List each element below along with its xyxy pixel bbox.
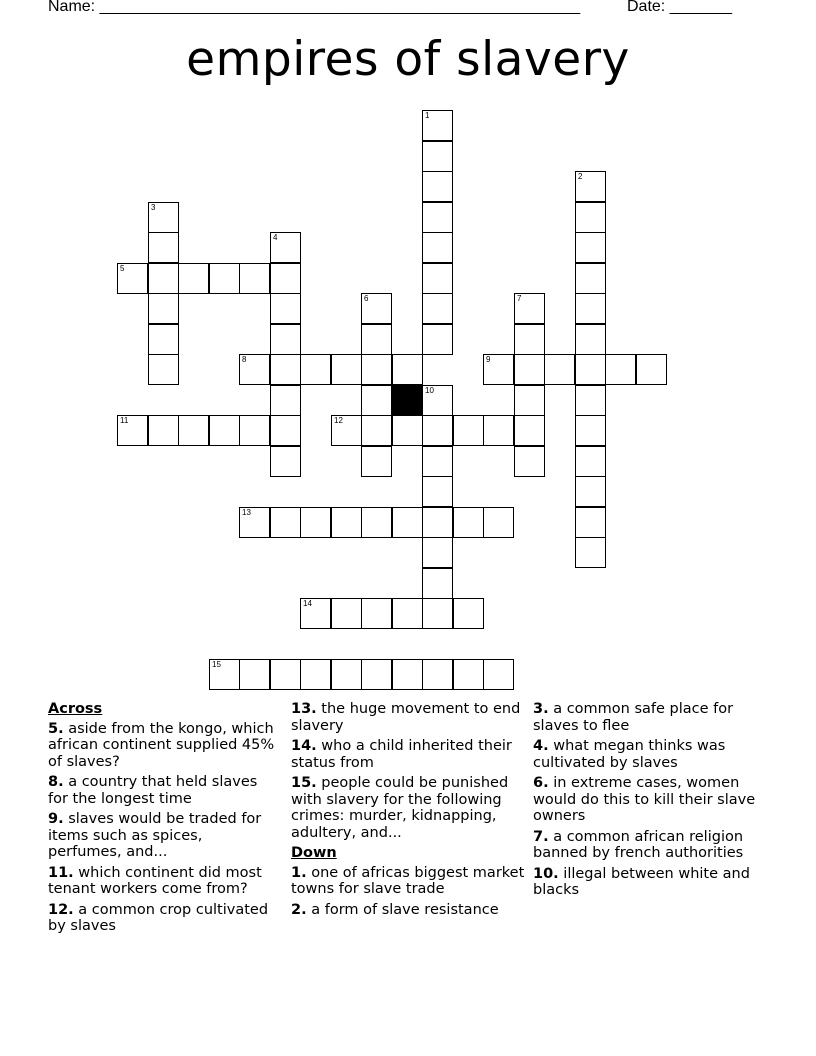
clue-number: 2. (291, 901, 307, 918)
grid-cell[interactable] (361, 324, 392, 355)
clue-down-6 (533, 775, 768, 825)
cell-number: 9 (486, 355, 491, 364)
cell-number: 2 (578, 172, 583, 181)
grid-cell[interactable] (209, 263, 240, 294)
clue-down-1 (291, 865, 526, 898)
clue-number: 13. (291, 701, 317, 717)
grid-cell[interactable] (483, 354, 514, 385)
clue-text: slaves would be traded for items such as spices, perfumes, and... (48, 811, 262, 860)
grid-cell[interactable] (270, 293, 301, 324)
grid-cell[interactable] (178, 415, 209, 446)
grid-cell[interactable] (575, 171, 606, 202)
clues-column-1 (48, 701, 278, 939)
grid-cell[interactable] (514, 293, 545, 324)
clue-text: the huge movement to end slavery (291, 701, 521, 734)
grid-cell[interactable] (239, 507, 270, 538)
grid-cell[interactable] (361, 659, 392, 690)
clue-down-10 (533, 866, 768, 899)
clue-text: one of africas biggest market towns for slave trade (291, 864, 525, 897)
cell-number: 15 (212, 660, 221, 669)
grid-cell[interactable] (300, 507, 331, 538)
cell-number: 4 (273, 233, 278, 242)
grid-cell[interactable] (392, 598, 423, 629)
grid-cell[interactable] (239, 415, 270, 446)
grid-cell[interactable] (392, 354, 423, 385)
clue-across-14 (291, 738, 526, 771)
grid-cell[interactable] (544, 354, 575, 385)
clue-across-13 (291, 701, 526, 734)
grid-cell[interactable] (148, 202, 179, 233)
clue-across-5 (48, 721, 278, 771)
clue-number: 4. (533, 738, 549, 754)
date-field-label: Date: _______ (627, 0, 732, 15)
grid-cell[interactable] (270, 507, 301, 538)
clue-across-11 (48, 865, 278, 898)
clue-down-4 (533, 738, 768, 771)
grid-cell[interactable] (422, 110, 453, 141)
grid-cell[interactable] (148, 293, 179, 324)
cell-number: 8 (242, 355, 247, 364)
down-heading: Down (291, 845, 337, 861)
grid-cell[interactable] (483, 415, 514, 446)
clue-text: a common african religion banned by french authorities (533, 828, 744, 861)
grid-cell[interactable] (422, 476, 453, 507)
clue-down-3 (533, 701, 768, 734)
grid-cell[interactable] (331, 415, 362, 446)
cell-number: 1 (425, 111, 430, 120)
grid-cell[interactable] (575, 232, 606, 263)
cell-number: 6 (364, 294, 369, 303)
grid-cell[interactable] (209, 415, 240, 446)
grid-cell[interactable] (422, 446, 453, 477)
grid-cell[interactable] (422, 202, 453, 233)
grid-cell[interactable] (270, 446, 301, 477)
clue-number: 11. (48, 864, 74, 881)
grid-cell[interactable] (422, 263, 453, 294)
clue-number: 15. (291, 775, 317, 791)
grid-cell[interactable] (392, 507, 423, 538)
grid-cell[interactable] (575, 476, 606, 507)
grid-cell[interactable] (422, 415, 453, 446)
clue-text: people could be punished with slavery for the following crimes: murder, kidnapping, adultery, and... (291, 775, 509, 841)
grid-cell[interactable] (483, 507, 514, 538)
grid-cell[interactable] (422, 568, 453, 599)
grid-cell[interactable] (361, 385, 392, 416)
grid-cell[interactable] (270, 415, 301, 446)
grid-cell[interactable] (331, 659, 362, 690)
clue-text: which continent did most tenant workers come from? (48, 864, 262, 897)
grid-cell[interactable] (422, 232, 453, 263)
grid-cell[interactable] (575, 507, 606, 538)
grid-cell[interactable] (148, 324, 179, 355)
grid-cell[interactable] (270, 659, 301, 690)
clue-across-8 (48, 774, 278, 807)
clue-text: a form of slave resistance (311, 901, 499, 918)
grid-cell[interactable] (422, 385, 453, 416)
clue-number: 7. (533, 828, 549, 845)
grid-cell[interactable] (300, 598, 331, 629)
grid-cell[interactable] (361, 598, 392, 629)
grid-cell[interactable] (361, 446, 392, 477)
clue-down-7 (533, 829, 768, 862)
grid-cell[interactable] (148, 354, 179, 385)
grid-cell[interactable] (453, 659, 484, 690)
grid-cell[interactable] (575, 446, 606, 477)
grid-cell[interactable] (178, 263, 209, 294)
clue-text: what megan thinks was cultivated by slaves (533, 738, 726, 771)
grid-cell[interactable] (117, 263, 148, 294)
grid-cell[interactable] (239, 659, 270, 690)
clue-text: a common crop cultivated by slaves (48, 901, 269, 934)
clue-text: in extreme cases, women would do this to kill their slave owners (533, 775, 756, 824)
cell-number: 3 (151, 203, 156, 212)
clue-text: a common safe place for slaves to flee (533, 701, 734, 734)
cell-number: 11 (120, 416, 129, 425)
cell-number: 13 (242, 508, 251, 517)
grid-cell[interactable] (117, 415, 148, 446)
cell-number: 10 (425, 386, 434, 395)
clue-across-15 (291, 775, 526, 841)
name-field-label: Name: ______________________________________________________ (48, 0, 581, 15)
grid-cell[interactable] (514, 324, 545, 355)
grid-cell[interactable] (575, 263, 606, 294)
grid-cell[interactable] (575, 537, 606, 568)
grid-cell[interactable] (331, 354, 362, 385)
grid-cell[interactable] (575, 324, 606, 355)
black-cell (392, 385, 423, 416)
grid-cell[interactable] (575, 202, 606, 233)
grid-cell[interactable] (361, 354, 392, 385)
clue-number: 6. (533, 775, 549, 791)
cell-number: 12 (334, 416, 343, 425)
grid-cell[interactable] (453, 415, 484, 446)
grid-cell[interactable] (300, 659, 331, 690)
grid-cell[interactable] (453, 598, 484, 629)
clues-column-3 (533, 701, 768, 903)
clue-number: 5. (48, 720, 64, 737)
grid-cell[interactable] (483, 659, 514, 690)
clue-text: a country that held slaves for the longest time (48, 774, 258, 807)
grid-cell[interactable] (148, 415, 179, 446)
clue-across-12 (48, 902, 278, 935)
clue-across-9 (48, 811, 278, 861)
cell-number: 5 (120, 264, 125, 273)
grid-cell[interactable] (422, 507, 453, 538)
grid-cell[interactable] (270, 263, 301, 294)
grid-cell[interactable] (422, 141, 453, 172)
grid-cell[interactable] (575, 385, 606, 416)
clue-number: 8. (48, 774, 64, 790)
grid-cell[interactable] (148, 263, 179, 294)
clue-text: who a child inherited their status from (291, 738, 512, 771)
clue-number: 14. (291, 738, 317, 754)
grid-cell[interactable] (148, 232, 179, 263)
grid-cell[interactable] (270, 354, 301, 385)
grid-cell[interactable] (422, 598, 453, 629)
clue-down-2 (291, 902, 526, 919)
grid-cell[interactable] (636, 354, 667, 385)
grid-cell[interactable] (453, 507, 484, 538)
grid-cell[interactable] (239, 263, 270, 294)
clue-number: 1. (291, 864, 307, 881)
grid-cell[interactable] (605, 354, 636, 385)
grid-cell[interactable] (331, 598, 362, 629)
clue-number: 10. (533, 865, 559, 882)
clue-text: aside from the kongo, which african continent supplied 45% of slaves? (48, 720, 275, 770)
grid-cell[interactable] (331, 507, 362, 538)
grid-cell[interactable] (270, 324, 301, 355)
grid-cell[interactable] (300, 354, 331, 385)
grid-cell[interactable] (514, 446, 545, 477)
grid-cell[interactable] (575, 415, 606, 446)
clue-number: 12. (48, 901, 74, 918)
clue-number: 9. (48, 811, 64, 827)
grid-cell[interactable] (270, 232, 301, 263)
clues-column-2 (291, 701, 526, 922)
cell-number: 7 (517, 294, 522, 303)
clue-number: 3. (533, 701, 549, 717)
grid-cell[interactable] (575, 293, 606, 324)
grid-cell[interactable] (575, 354, 606, 385)
grid-cell[interactable] (361, 415, 392, 446)
cell-number: 14 (303, 599, 312, 608)
grid-cell[interactable] (270, 385, 301, 416)
grid-cell[interactable] (392, 415, 423, 446)
grid-cell[interactable] (209, 659, 240, 690)
puzzle-title: empires of slavery (186, 32, 630, 87)
grid-cell[interactable] (392, 659, 423, 690)
grid-cell[interactable] (422, 171, 453, 202)
grid-cell[interactable] (239, 354, 270, 385)
grid-cell[interactable] (514, 354, 545, 385)
grid-cell[interactable] (422, 324, 453, 355)
grid-cell[interactable] (361, 293, 392, 324)
grid-cell[interactable] (514, 415, 545, 446)
grid-cell[interactable] (514, 385, 545, 416)
grid-cell[interactable] (422, 537, 453, 568)
grid-cell[interactable] (422, 293, 453, 324)
clue-text: illegal between white and blacks (533, 865, 750, 898)
grid-cell[interactable] (422, 659, 453, 690)
across-heading: Across (48, 701, 103, 717)
grid-cell[interactable] (361, 507, 392, 538)
